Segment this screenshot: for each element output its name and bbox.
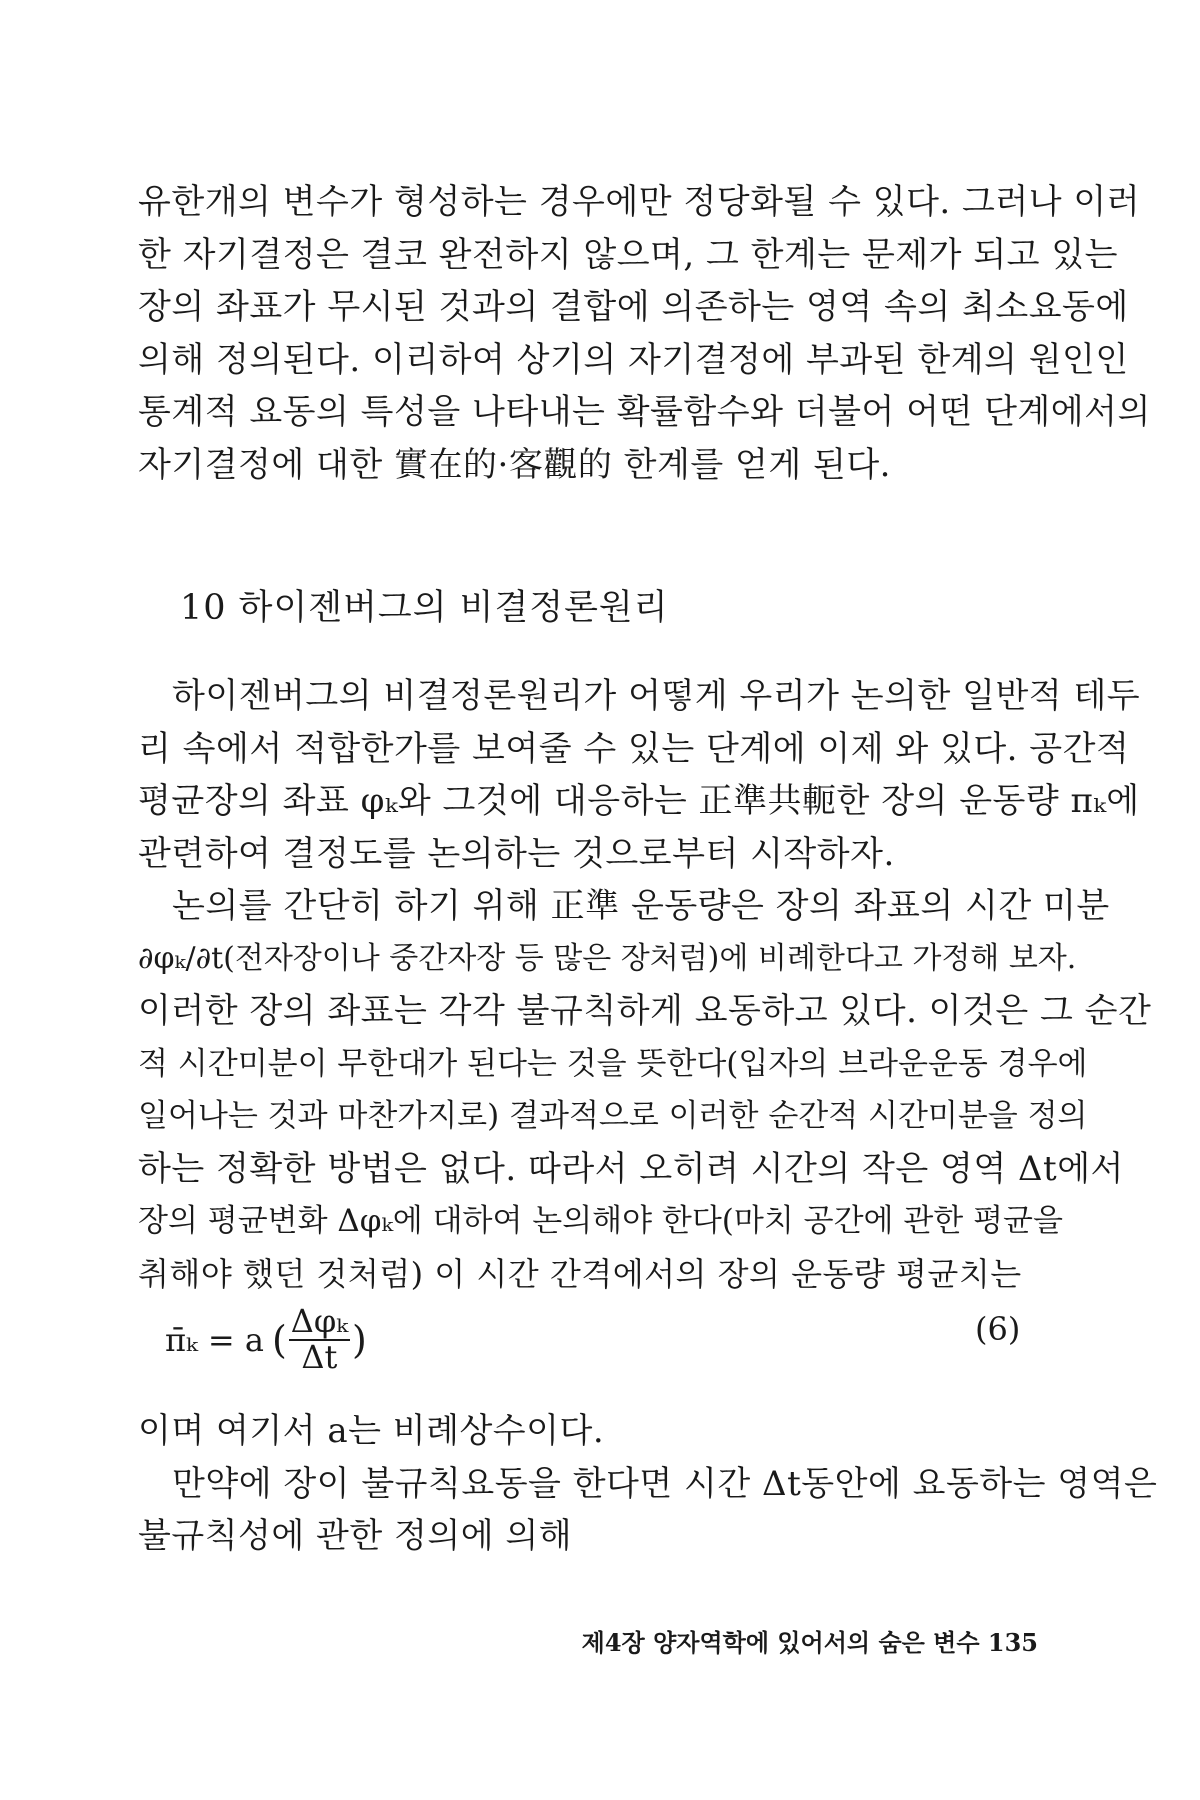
text-line: 관련하여 결정도를 논의하는 것으로부터 시작하자. [138,833,895,874]
text-line: 하이젠버그의 비결정론원리가 어떻게 우리가 논의한 일반적 테두 [172,676,1141,716]
section-heading: 10 하이젠버그의 비결정론원리 [180,588,669,628]
text-line: 평균장의 좌표 φₖ와 그것에 대응하는 正準共軛한 장의 운동량 πₖ에 [138,781,1140,821]
equation-open-paren: ( [271,1317,287,1362]
text-line: 이며 여기서 a는 비례상수이다. [138,1411,605,1451]
text-line: 논의를 간단히 하기 위해 正準 운동량은 장의 좌표의 시간 미분 [172,886,1110,926]
text-line: 이러한 장의 좌표는 각각 불규칙하게 요동하고 있다. 이것은 그 순간 [138,991,1152,1031]
text-line: 통계적 요동의 특성을 나타내는 확률함수와 더불어 어떤 단계에서의 [138,392,1151,432]
text-line: 만약에 장이 불규칙요동을 한다면 시간 Δt동안에 요동하는 영역은 [172,1463,1158,1504]
text-line: 장의 평균변화 Δφₖ에 대하여 논의해야 한다(마치 공간에 관한 평균을 [138,1203,1063,1239]
equation-number: (6) [975,1310,1021,1348]
equation [165,1302,367,1376]
text-line: ∂φₖ/∂t(전자장이나 중간자장 등 많은 장처럼)에 비례한다고 가정해 보자. [138,940,1077,976]
equation-lhs: π̄ₖ = a [165,1320,264,1359]
equation-fraction [289,1302,350,1376]
body-paragraphs [138,670,1152,1300]
text-line: 리 속에서 적합한가를 보여줄 수 있는 단계에 이제 와 있다. 공간적 [138,728,1130,769]
text-line: 장의 좌표가 무시된 것과의 결합에 의존하는 영역 속의 최소요동에 [138,287,1129,327]
text-line: 유한개의 변수가 형성하는 경우에만 정당화될 수 있다. 그러나 이러 [138,182,1141,222]
closing-paragraph [138,1405,1158,1563]
text-line: 일어나는 것과 마찬가지로) 결과적으로 이러한 순간적 시간미분을 정의 [138,1098,1088,1134]
intro-paragraph [138,176,1151,491]
text-line: 의해 정의된다. 이리하여 상기의 자기결정에 부과된 한계의 원인인 [138,339,1129,380]
equation-close-paren: ) [351,1317,367,1362]
text-line: 취해야 했던 것처럼) 이 시간 간격에서의 장의 운동량 평균치는 [138,1254,1022,1293]
equation-numerator: Δφₖ [290,1302,348,1340]
running-footer: 제4장 양자역학에 있어서의 숨은 변수 135 [581,1628,1038,1657]
equation-denominator: Δt [301,1337,338,1376]
text-line: 불규칙성에 관한 정의에 의해 [138,1516,573,1556]
text-line: 하는 정확한 방법은 없다. 따라서 오히려 시간의 작은 영역 Δt에서 [138,1148,1124,1189]
text-line: 자기결정에 대한 實在的·客觀的 한계를 얻게 된다. [138,444,891,485]
text-line: 한 자기결정은 결코 완전하지 않으며, 그 한계는 문제가 되고 있는 [138,234,1119,275]
text-line: 적 시간미분이 무한대가 된다는 것을 뜻한다(입자의 브라운운동 경우에 [138,1045,1088,1082]
